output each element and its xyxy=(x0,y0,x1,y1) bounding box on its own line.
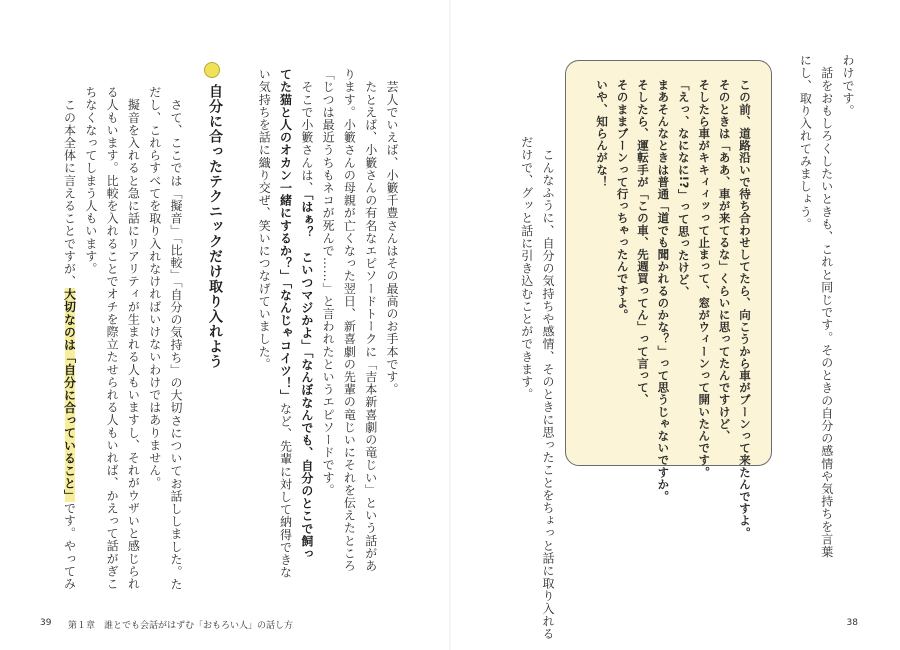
section-heading xyxy=(197,62,227,392)
text-line: ちなくなってしまう人もいます。 xyxy=(83,86,98,275)
text-line: にし、取り入れてみましょう。 xyxy=(798,54,813,231)
text-line: この本全体に言えることですが、 xyxy=(62,86,77,288)
highlighted-phrase: 大切なのは「自分に合っていること」 xyxy=(62,287,77,502)
text-line: だし、これらすべてを取り入れなければいけないわけではありません。 xyxy=(147,86,162,490)
left-page-paragraph-1 xyxy=(232,68,402,588)
text-line: わけです。 xyxy=(841,54,855,117)
running-title: 第１章 誰とでも会話がはずむ「おもろい人」の話し方 xyxy=(68,621,294,631)
bold-quote: 「はぁ？ こいつマジかよ」「なんぼなんでも、自分のとこで飼っ xyxy=(299,194,314,560)
callout-line: まあそんなときは普通「道でも聞かれるのかな？」って思うじゃないですか。 xyxy=(656,79,671,503)
callout-line: そのままブーンって行っちゃったんですよ。 xyxy=(615,79,630,321)
text-line: 「じつは最近うちもネコが死んで……」と言われたというエピソードです。 xyxy=(321,68,336,497)
text-line: たとえば、小籔さんの有名なエピソードトークに「吉本新喜劇の竜じい」という話があ xyxy=(363,68,378,572)
text-line: そこで小籔さんは、 xyxy=(299,68,314,194)
text-line: だけで、グッと話に引き込むことができます。 xyxy=(519,136,534,401)
text-line: い気持ちを話に織り交ぜ、笑いにつなげていました。 xyxy=(257,68,272,371)
section-heading-text: 自分に合ったテクニックだけ取り入れよう xyxy=(207,84,223,369)
right-page xyxy=(450,0,900,650)
left-page-paragraph-2 xyxy=(46,86,186,591)
right-page-paragraph-2 xyxy=(508,68,558,640)
callout-line: そのときは「ああ、車が来てるな」くらいに思ってたんですけど、 xyxy=(717,79,732,442)
callout-line: いや、知らんがな！ xyxy=(595,79,610,188)
bold-quote: てた猫と人のオカン一緒にするか？」「なんじゃコイツ！」 xyxy=(278,68,293,403)
text-line: る人もいます。比較を入れることでオチを際立たせられる人もいれば、かえって話がぎこ xyxy=(105,86,120,590)
text-line: さて、ここでは「擬音」「比較」「自分の気持ち」の大切さについてお話ししました。た xyxy=(169,86,183,591)
callout-line: そしたら車がキキィィッって止まって、窓がウィーンって開いたんです。 xyxy=(697,79,712,479)
text-line: 話をおもしろくしたいときも、これと同じです。そのときの自分の感情や気持ちを言葉 xyxy=(819,54,834,558)
page-number-left: 39 xyxy=(40,618,52,628)
text-line: です。やってみ xyxy=(62,501,77,591)
text-line: 擬音を入れると急に話にリアリティが生まれる人もいますし、それがウザいと感じられ xyxy=(126,86,141,590)
heading-bullet-icon xyxy=(204,62,220,78)
text-line: こんなふうに、自分の気持ちや感情、そのときに思ったことをちょっと話に取り入れる xyxy=(541,136,555,640)
right-page-paragraph-1 xyxy=(794,54,858,614)
text-line: など、先輩に対して納得できな xyxy=(278,402,293,579)
callout-line: そしたら、運転手が「この車、先週買ってん」って言って、 xyxy=(635,79,650,406)
callout-line: 「えっ、なになに!?」って思ったけど、 xyxy=(676,79,691,298)
page-number-right: 38 xyxy=(846,618,858,628)
text-line: ります。小籔さんの母親が亡くなった翌日、新喜劇の先輩の竜じいにそれを伝えたところ xyxy=(342,68,357,572)
anecdote-callout-box xyxy=(565,60,772,539)
text-line: 芸人でいえば、小籔千豊さんはその最高のお手本です。 xyxy=(385,68,399,396)
callout-line: この前、道路沿いで待ち合わせしてたら、向こうから車がブーンって来たんですよ。 xyxy=(738,79,752,539)
